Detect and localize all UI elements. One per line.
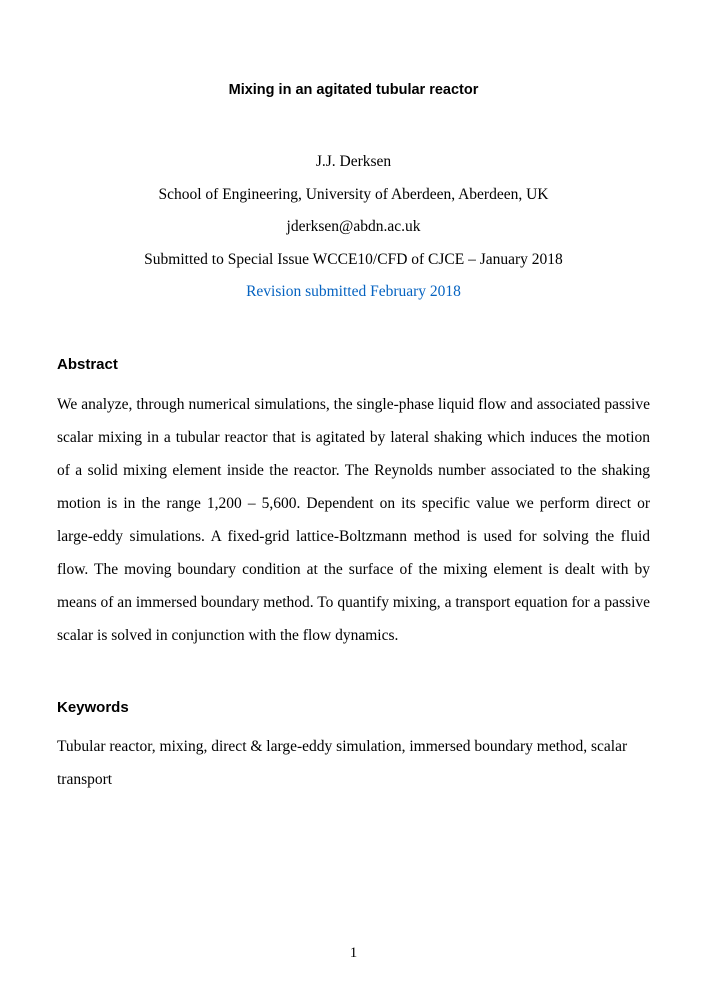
revision-note: Revision submitted February 2018 — [246, 283, 461, 300]
paper-title: Mixing in an agitated tubular reactor — [228, 82, 479, 98]
front-matter-block — [57, 146, 650, 309]
page-number: 1 — [349, 945, 358, 961]
author-name: J.J. Derksen — [315, 153, 392, 170]
abstract-paragraph: We analyze, through numerical simulations, the single-phase liquid flow and associated passive scalar mixing in a tubular reactor that is agitated by lateral shaking which induces the motion of a solid mixing element inside the reactor. The Reynolds number associated to the shaking motion is in the range 1,200 – 5,600. Dependent on its specific value we perform direct or large-eddy simulations. A fixed-grid lattice-Boltzmann method is used for solving the fluid flow. The moving boundary condition at the surface of the mixing element is dealt with by means of an immersed boundary method. To quantify mixing, a transport equation for a passive scalar is solved in conjunction with the flow dynamics. — [57, 395, 650, 644]
submission-note: Submitted to Special Issue WCCE10/CFD of CJCE – January 2018 — [144, 250, 563, 268]
abstract-heading: Abstract — [57, 355, 118, 373]
keywords-list: Tubular reactor, mixing, direct & large-eddy simulation, immersed boundary method, scalar transport — [57, 737, 628, 788]
keywords-heading: Keywords — [57, 698, 129, 716]
author-affiliation: School of Engineering, University of Aberdeen, Aberdeen, UK — [158, 185, 549, 203]
author-email: jderksen@abdn.ac.uk — [286, 218, 421, 235]
